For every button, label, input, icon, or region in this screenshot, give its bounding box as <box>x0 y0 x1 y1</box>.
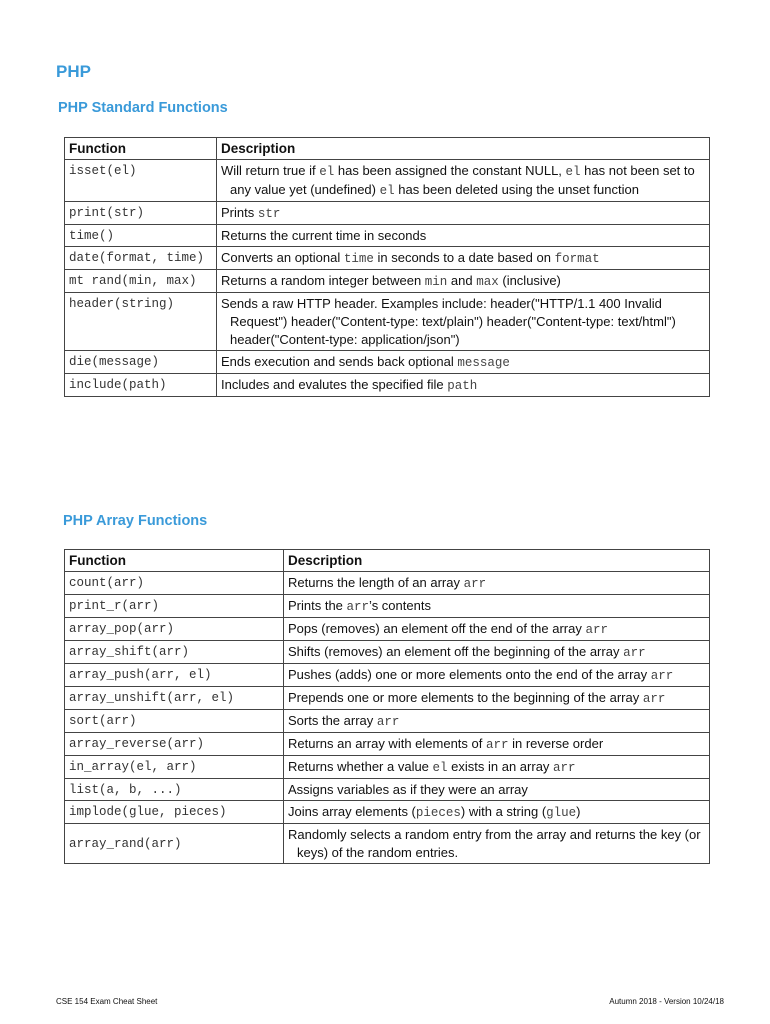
table-row <box>65 247 710 270</box>
function-description: Ends execution and sends back optional message <box>217 351 710 374</box>
function-name: header(string) <box>65 293 217 351</box>
code-token: arr <box>485 738 509 752</box>
code-token: el <box>565 165 581 179</box>
code-token: str <box>257 207 281 221</box>
code-token: max <box>476 275 499 289</box>
function-name: array_push(arr, el) <box>65 664 284 687</box>
code-token: arr <box>650 669 674 683</box>
table-row <box>65 824 710 864</box>
standard-functions-table <box>64 137 710 397</box>
function-column-header: Function <box>65 138 217 160</box>
code-token: arr <box>463 577 487 591</box>
table-row <box>65 687 710 710</box>
function-column-header: Function <box>65 550 284 572</box>
function-name: implode(glue, pieces) <box>65 801 284 824</box>
table-row <box>65 641 710 664</box>
table-row <box>65 374 710 397</box>
table-row <box>65 572 710 595</box>
standard-functions-heading: PHP Standard Functions <box>58 100 228 116</box>
code-token: arr <box>553 761 576 775</box>
code-token: pieces <box>415 806 461 820</box>
function-description: Prints the arr’s contents <box>284 595 710 618</box>
code-token: arr <box>642 692 666 706</box>
function-name: date(format, time) <box>65 247 217 270</box>
function-description: Returns an array with elements of arr in reverse order <box>284 733 710 756</box>
code-token: el <box>319 165 335 179</box>
page-title: PHP <box>56 62 91 81</box>
table-header-row <box>65 550 710 572</box>
function-description: Joins array elements (pieces) with a string (glue) <box>284 801 710 824</box>
function-description: Returns whether a value el exists in an array arr <box>284 756 710 779</box>
code-token: time <box>343 252 374 266</box>
table-row <box>65 618 710 641</box>
function-name: print_r(arr) <box>65 595 284 618</box>
function-name: array_shift(arr) <box>65 641 284 664</box>
code-token: glue <box>546 806 577 820</box>
function-name: time() <box>65 225 217 247</box>
function-name: array_reverse(arr) <box>65 733 284 756</box>
code-token: arr <box>376 715 400 729</box>
array-functions-heading: PHP Array Functions <box>63 513 208 529</box>
array-functions-table <box>64 549 710 864</box>
function-name: array_rand(arr) <box>65 824 284 864</box>
code-token: message <box>457 356 510 370</box>
table-row <box>65 779 710 801</box>
code-token: arr <box>346 600 370 614</box>
footer-course: CSE 154 Exam Cheat Sheet <box>56 997 158 1006</box>
code-token: min <box>424 275 448 289</box>
function-description: Returns the current time in seconds <box>217 225 710 247</box>
description-column-header: Description <box>217 138 710 160</box>
table-row <box>65 801 710 824</box>
function-description: Pops (removes) an element off the end of the array arr <box>284 618 710 641</box>
table-row <box>65 202 710 225</box>
table-row <box>65 351 710 374</box>
table-row <box>65 595 710 618</box>
function-name: array_unshift(arr, el) <box>65 687 284 710</box>
function-name: list(a, b, ...) <box>65 779 284 801</box>
function-description: Returns the length of an array arr <box>284 572 710 595</box>
function-name: count(arr) <box>65 572 284 595</box>
function-name: die(message) <box>65 351 217 374</box>
function-description: Randomly selects a random entry from the array and returns the key (or keys) of the random entries. <box>284 824 710 864</box>
code-token: arr <box>585 623 608 637</box>
function-name: in_array(el, arr) <box>65 756 284 779</box>
table-header-row <box>65 138 710 160</box>
function-name: array_pop(arr) <box>65 618 284 641</box>
function-description: Prints str <box>217 202 710 225</box>
function-description: Prepends one or more elements to the beginning of the array arr <box>284 687 710 710</box>
code-token: arr <box>623 646 646 660</box>
function-name: isset(el) <box>65 160 217 202</box>
function-description: Shifts (removes) an element off the beginning of the array arr <box>284 641 710 664</box>
function-name: print(str) <box>65 202 217 225</box>
table-row <box>65 293 710 351</box>
code-token: format <box>554 252 600 266</box>
table-row <box>65 225 710 247</box>
function-description: Sends a raw HTTP header. Examples include: header("HTTP/1.1 400 Invalid Request") header("Content-type: text/plain") header("Content-type: text/html") header("Content-type: application/json") <box>217 293 710 351</box>
function-description: Assigns variables as if they were an array <box>284 779 710 801</box>
function-description: Returns a random integer between min and max (inclusive) <box>217 270 710 293</box>
table-row <box>65 270 710 293</box>
function-name: include(path) <box>65 374 217 397</box>
function-description: Sorts the array arr <box>284 710 710 733</box>
table-row <box>65 710 710 733</box>
function-description: Pushes (adds) one or more elements onto the end of the array arr <box>284 664 710 687</box>
function-description: Includes and evalutes the specified file path <box>217 374 710 397</box>
code-token: el <box>379 184 395 198</box>
function-description: Will return true if el has been assigned the constant NULL, el has not been set to any value yet (undefined) el has been deleted using the unset function <box>217 160 710 202</box>
code-token: el <box>432 761 448 775</box>
table-row <box>65 733 710 756</box>
description-column-header: Description <box>284 550 710 572</box>
function-description: Converts an optional time in seconds to a date based on format <box>217 247 710 270</box>
code-token: path <box>447 379 478 393</box>
footer-version: Autumn 2018 - Version 10/24/18 <box>609 997 724 1006</box>
table-row <box>65 160 710 202</box>
table-row <box>65 664 710 687</box>
table-row <box>65 756 710 779</box>
function-name: mt rand(min, max) <box>65 270 217 293</box>
function-name: sort(arr) <box>65 710 284 733</box>
